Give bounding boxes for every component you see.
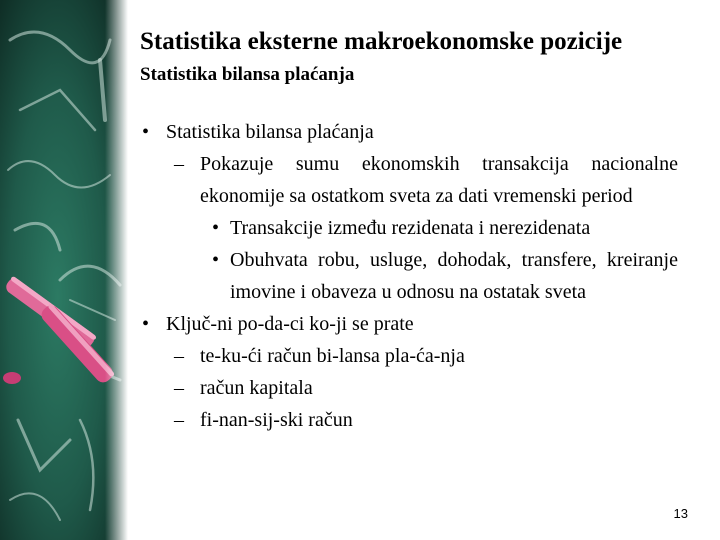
bullet-marker: • xyxy=(142,121,150,143)
list-item xyxy=(142,148,678,212)
bullet-text: Obuhvata robu, usluge, dohodak, transfere, kreiranje imovine i obaveza u odnosu na ostatak sveta xyxy=(230,249,678,303)
list-item xyxy=(142,116,678,148)
bullet-text: te-ku-ći račun bi-lansa pla-ća-nja xyxy=(200,345,465,367)
list-item xyxy=(142,244,678,308)
list-item xyxy=(142,308,678,340)
slide-title: Statistika eksterne makroekonomske pozicije xyxy=(140,28,623,55)
chalkboard-decoration xyxy=(0,0,128,540)
bullet-text: Statistika bilansa plaćanja xyxy=(166,121,374,143)
list-item xyxy=(142,212,678,244)
bullet-text: račun kapitala xyxy=(200,377,313,399)
list-item xyxy=(142,372,678,404)
bullet-text: Transakcije između rezidenata i nerezidenata xyxy=(230,217,591,239)
chalkboard-image xyxy=(0,0,128,540)
dash-marker: – xyxy=(174,377,184,399)
dash-marker: – xyxy=(174,153,184,175)
dash-marker: – xyxy=(174,409,184,431)
bullet-text: Pokazuje sumu ekonomskih transakcija nacionalne ekonomije sa ostatkom sveta za dati vremenski period xyxy=(200,153,678,207)
page-number: 13 xyxy=(673,506,688,521)
list-item xyxy=(142,340,678,372)
slide-subtitle: Statistika bilansa plaćanja xyxy=(140,64,355,85)
dash-marker: – xyxy=(174,345,184,367)
bullet-marker: • xyxy=(142,313,150,335)
bullet-text: Ključ-ni po-da-ci ko-ji se prate xyxy=(166,313,414,335)
bullet-marker: • xyxy=(212,217,220,239)
bullet-text: fi-nan-sij-ski račun xyxy=(200,409,353,431)
bullet-marker: • xyxy=(212,249,220,271)
bullet-list xyxy=(142,116,678,436)
list-item xyxy=(142,404,678,436)
